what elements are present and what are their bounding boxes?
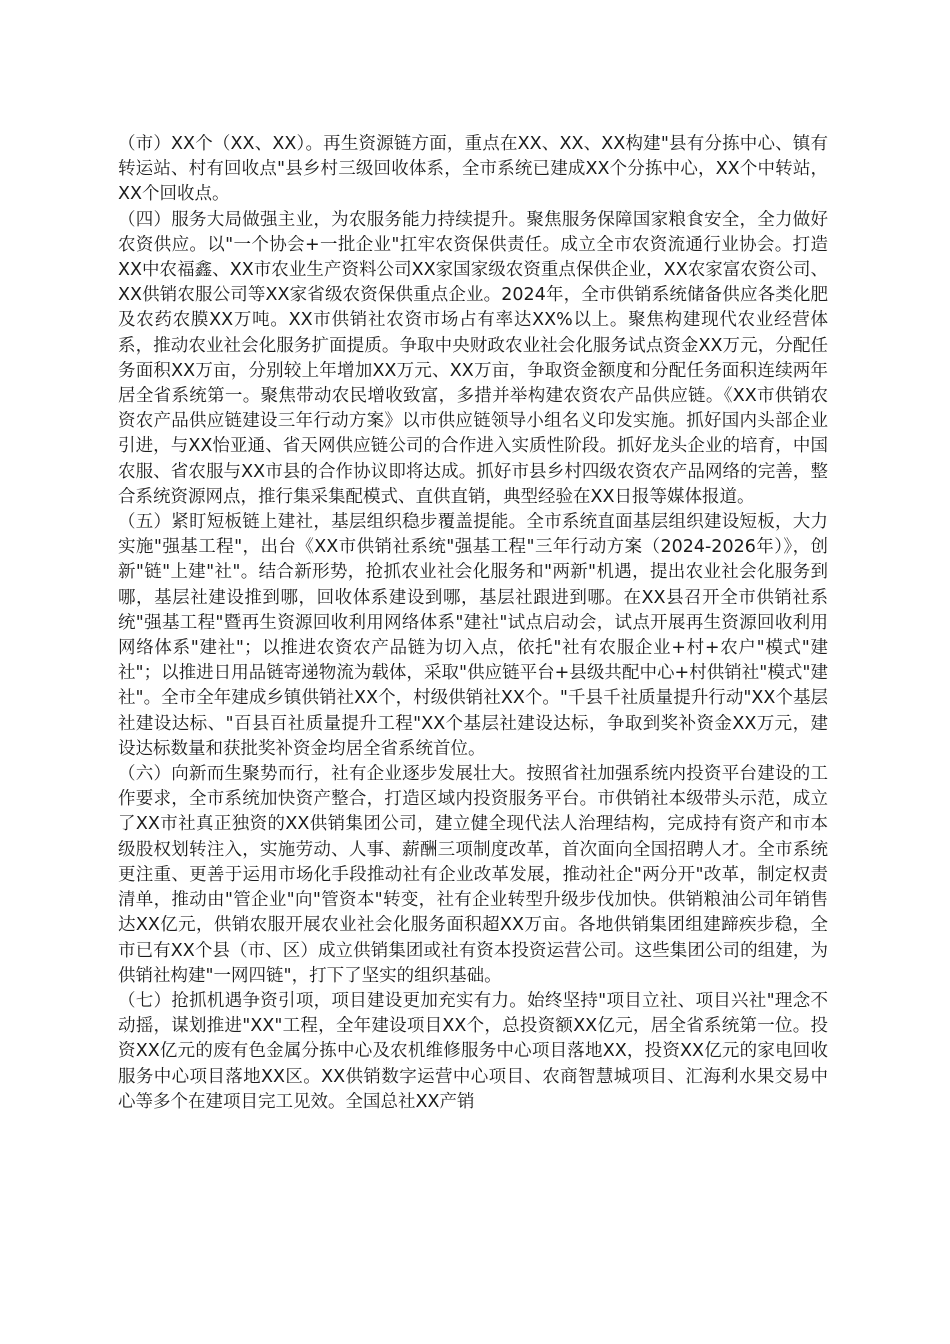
document-body: [118, 132, 828, 1115]
paragraph-section-6: （六）向新而生聚势而行，社有企业逐步发展壮大。按照省社加强系统内投资平台建设的工作要求，全市系统加快资产整合，打造区域内投资服务平台。市供销社本级带头示范，成立了XX市社真正独资的XX供销集团公司，建立健全现代法人治理结构，完成持有资产和市本级股权划转注入，实施劳动、人事、薪酬三项制度改革，首次面向全国招聘人才。全市系统更注重、更善于运用市场化手段推动社有企业改革发展，推动社企"两分开"改革，制定权责清单，推动由"管企业"向"管资本"转变，社有企业转型升级步伐加快。供销粮油公司年销售达XX亿元，供销农服开展农业社会化服务面积超XX万亩。各地供销集团组建蹄疾步稳，全市已有XX个县（市、区）成立供销集团或社有资本投资运营公司。这些集团公司的组建，为供销社构建"一网四链"，打下了坚实的组织基础。: [118, 764, 828, 986]
paragraph-section-4: （四）服务大局做强主业，为农服务能力持续提升。聚焦服务保障国家粮食安全，全力做好农资供应。以"一个协会+一批企业"扛牢农资保供责任。成立全市农资流通行业协会。打造XX中农福鑫、XX市农业生产资料公司XX家国家级农资重点保供企业，XX农家富农资公司、XX供销农服公司等XX家省级农资保供重点企业。2024年，全市供销系统储备供应各类化肥及农药农膜XX万吨。XX市供销社农资市场占有率达XX%以上。聚焦构建现代农业经营体系，推动农业社会化服务扩面提质。争取中央财政农业社会化服务试点资金XX万元，分配任务面积XX万亩，分别较上年增加XX万元、XX万亩，争取资金额度和分配任务面积连续两年居全省系统第一。聚焦带动农民增收致富，多措并举构建农资农产品供应链。《XX市供销农资农产品供应链建设三年行动方案》以市供应链领导小组名义印发实施。抓好国内头部企业引进，与XX怡亚通、省天网供应链公司的合作进入实质性阶段。抓好龙头企业的培育，中国农服、省农服与XX市县的合作协议即将达成。抓好市县乡村四级农资农产品网络的完善，整合系统资源网点，推行集采集配模式、直供直销，典型经验在XX日报等媒体报道。: [118, 209, 828, 507]
paragraph-section-5: （五）紧盯短板链上建社，基层组织稳步覆盖提能。全市系统直面基层组织建设短板，大力实施"强基工程"，出台《XX市供销社系统"强基工程"三年行动方案（2024-2026年）》，创新"链"上建"社"。结合新形势，抢抓农业社会化服务和"两新"机遇，提出农业社会化服务到哪，基层社建设推到哪，回收体系建设到哪，基层社跟进到哪。在XX县召开全市供销社系统"强基工程"暨再生资源回收利用网络体系"建社"试点启动会，试点开展再生资源回收利用网络体系"建社"；以推进农资农产品链为切入点，依托"社有农服企业+村+农户"模式"建社"；以推进日用品链寄递物流为载体，采取"供应链平台+县级共配中心+村供销社"模式"建社"。全市全年建成乡镇供销社XX个，村级供销社XX个。"千县千社质量提升行动"XX个基层社建设达标、"百县百社质量提升工程"XX个基层社建设达标，争取到奖补资金XX万元，建设达标数量和获批奖补资金均居全省系统首位。: [118, 512, 828, 759]
paragraph-section-7: （七）抢抓机遇争资引项，项目建设更加充实有力。始终坚持"项目立社、项目兴社"理念不动摇，谋划推进"XX"工程，全年建设项目XX个，总投资额XX亿元，居全省系统第一位。投资XX亿元的废有色金属分拣中心及农机维修服务中心项目落地XX，投资XX亿元的家电回收服务中心项目落地XX区。XX供销数字运营中心项目、农商智慧城项目、汇海利水果交易中心等多个在建项目完工见效。全国总社XX产销: [118, 990, 828, 1112]
paragraph-recycling-chain: （市）XX个（XX、XX）。再生资源链方面，重点在XX、XX、XX构建"县有分拣中心、镇有转运站、村有回收点"县乡村三级回收体系，全市系统已建成XX个分拣中心，XX个中转站，XX个回收点。: [118, 134, 828, 205]
